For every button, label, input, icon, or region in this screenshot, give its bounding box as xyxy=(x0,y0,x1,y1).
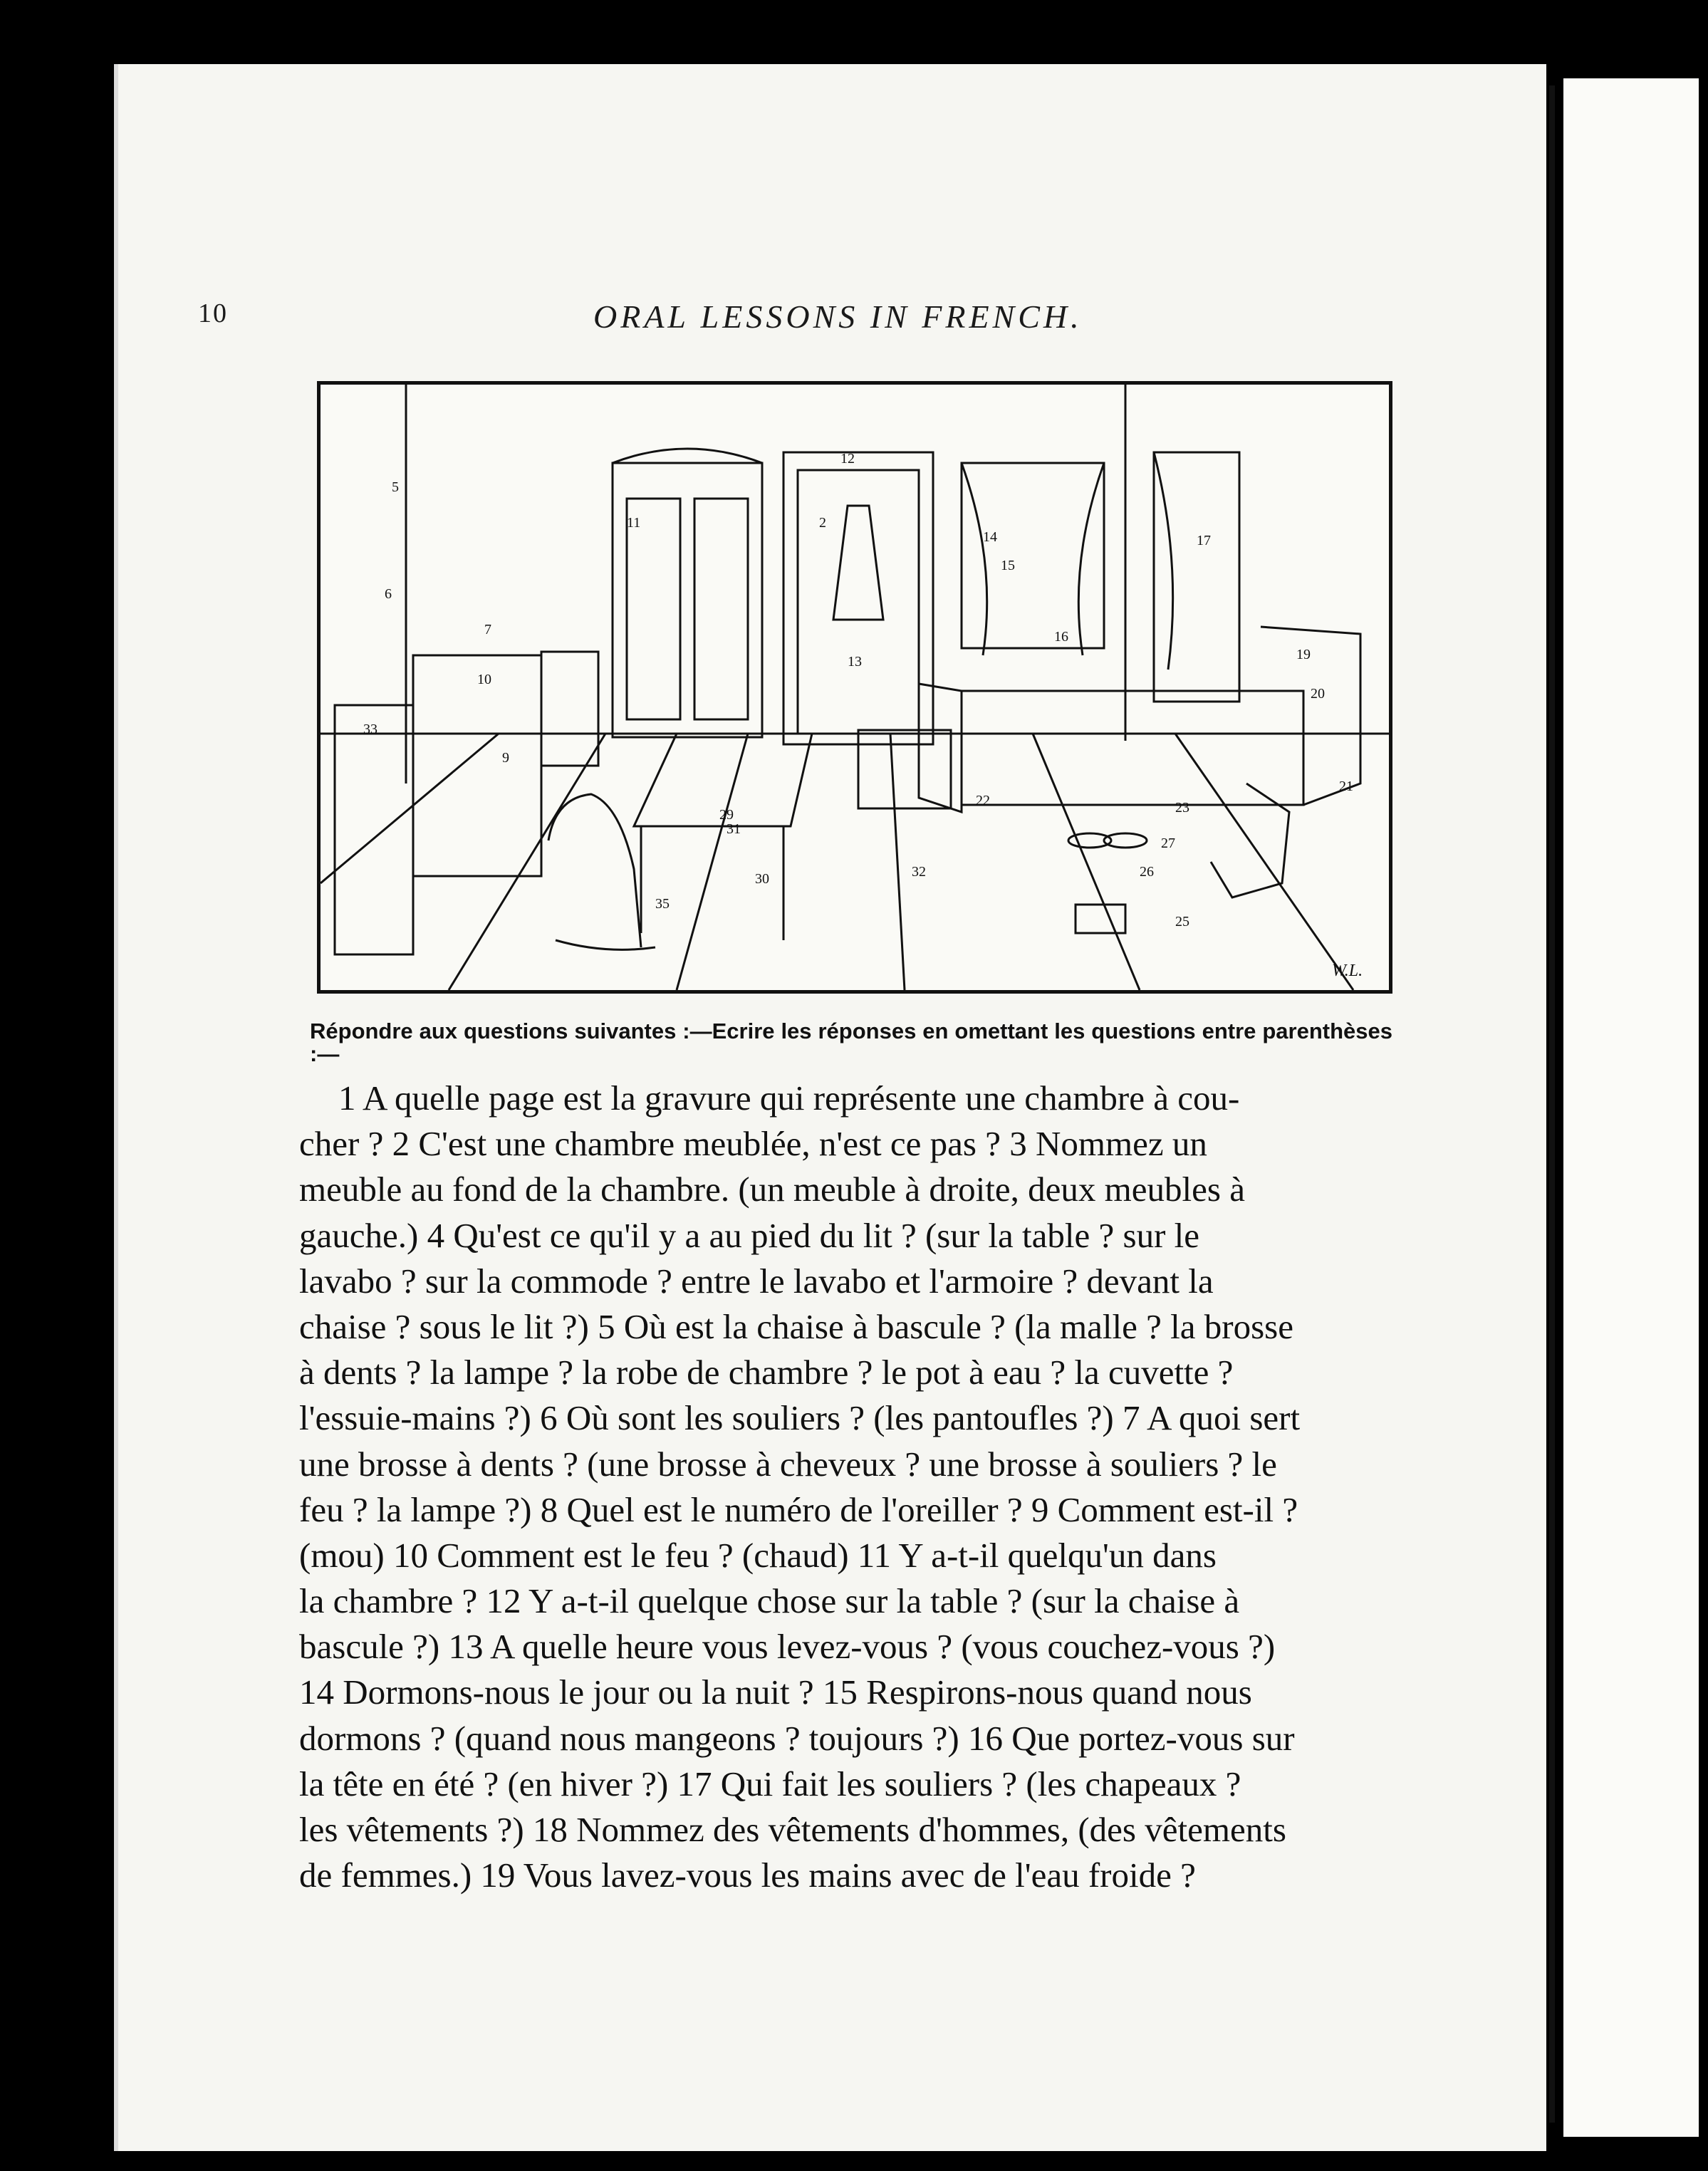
question-line: feu ? la lampe ?) 8 Quel est le numéro de l'oreiller ? 9 Comment est-il ? xyxy=(299,1489,1298,1529)
running-head xyxy=(198,298,1466,348)
question-line: 14 Dormons-nous le jour ou la nuit ? 15 Respirons-nous quand nous xyxy=(299,1672,1252,1712)
figure-number: 12 xyxy=(840,451,855,467)
question-line: la tête en été ? (en hiver ?) 17 Qui fait les souliers ? (les chapeaux ? xyxy=(299,1764,1241,1803)
question-line: les vêtements ?) 18 Nommez des vêtements d'hommes, (des vêtements xyxy=(299,1810,1286,1849)
figure-number: 2 xyxy=(819,515,826,531)
figure-number: 6 xyxy=(385,586,392,602)
figure-number: 15 xyxy=(1001,558,1015,573)
figure-number: 16 xyxy=(1054,629,1068,645)
figure-number: 5 xyxy=(392,479,399,495)
figure-number: 25 xyxy=(1175,914,1189,930)
figure-number: 11 xyxy=(627,515,641,531)
figure-number: 7 xyxy=(484,622,491,637)
question-line: 1 A quelle page est la gravure qui représente une chambre à cou- xyxy=(338,1078,1240,1118)
figure-number: 13 xyxy=(848,654,862,670)
bedroom-illustration xyxy=(321,385,1389,990)
figure-number: 29 xyxy=(719,807,734,823)
question-line: dormons ? (quand nous mangeons ? toujours ?) 16 Que portez-vous sur xyxy=(299,1718,1295,1758)
facing-page-edge xyxy=(1563,78,1699,2137)
figure-number: 33 xyxy=(363,722,377,737)
question-line: bascule ?) 13 A quelle heure vous levez-vous ? (vous couchez-vous ?) xyxy=(299,1627,1276,1667)
exercise-instructions: Répondre aux questions suivantes :—Ecrire les réponses en omettant les questions entre parenthèses :— xyxy=(310,1019,1392,1066)
question-paragraph xyxy=(299,1076,1382,1898)
figure-number: 19 xyxy=(1296,647,1311,662)
page-gutter xyxy=(1549,85,1555,2123)
figure-number: 23 xyxy=(1175,800,1189,816)
figure-number: 9 xyxy=(502,750,509,766)
question-line: gauche.) 4 Qu'est ce qu'il y a au pied du lit ? (sur la table ? sur le xyxy=(299,1215,1199,1255)
figure-number: 14 xyxy=(983,529,997,545)
book-title: ORAL LESSONS IN FRENCH. xyxy=(593,298,1083,335)
figure-number: 21 xyxy=(1339,779,1353,794)
engraver-signature: W.L. xyxy=(1332,962,1363,980)
figure-number: 35 xyxy=(655,896,670,912)
figure-number: 32 xyxy=(912,864,926,880)
question-line: l'essuie-mains ?) 6 Où sont les souliers ? (les pantoufles ?) 7 A quoi sert xyxy=(299,1398,1301,1438)
question-line: lavabo ? sur la commode ? entre le lavabo et l'armoire ? devant la xyxy=(299,1261,1214,1301)
figure-number: 26 xyxy=(1140,864,1154,880)
figure-number: 30 xyxy=(755,871,769,887)
figure-number: 10 xyxy=(477,672,491,687)
question-line: à dents ? la lampe ? la robe de chambre ? le pot à eau ? la cuvette ? xyxy=(299,1353,1234,1392)
question-line: la chambre ? 12 Y a-t-il quelque chose sur la table ? (sur la chaise à xyxy=(299,1581,1240,1621)
figure-number: 20 xyxy=(1311,686,1325,702)
question-line: une brosse à dents ? (une brosse à cheveux ? une brosse à souliers ? le xyxy=(299,1444,1277,1484)
figure-number: 27 xyxy=(1161,835,1175,851)
figure-number: 17 xyxy=(1197,533,1211,548)
question-line: meuble au fond de la chambre. (un meuble à droite, deux meubles à xyxy=(299,1170,1245,1209)
page-number: 10 xyxy=(198,298,228,328)
question-line: (mou) 10 Comment est le feu ? (chaud) 11 Y a-t-il quelqu'un dans xyxy=(299,1535,1217,1575)
figure-number: 31 xyxy=(727,821,741,837)
bedroom-engraving xyxy=(317,381,1392,994)
figure-number: 22 xyxy=(976,793,990,808)
question-line: de femmes.) 19 Vous lavez-vous les mains avec de l'eau froide ? xyxy=(299,1855,1196,1895)
question-line: chaise ? sous le lit ?) 5 Où est la chaise à bascule ? (la malle ? la brosse xyxy=(299,1306,1293,1346)
question-line: cher ? 2 C'est une chambre meublée, n'est ce pas ? 3 Nommez un xyxy=(299,1124,1207,1164)
